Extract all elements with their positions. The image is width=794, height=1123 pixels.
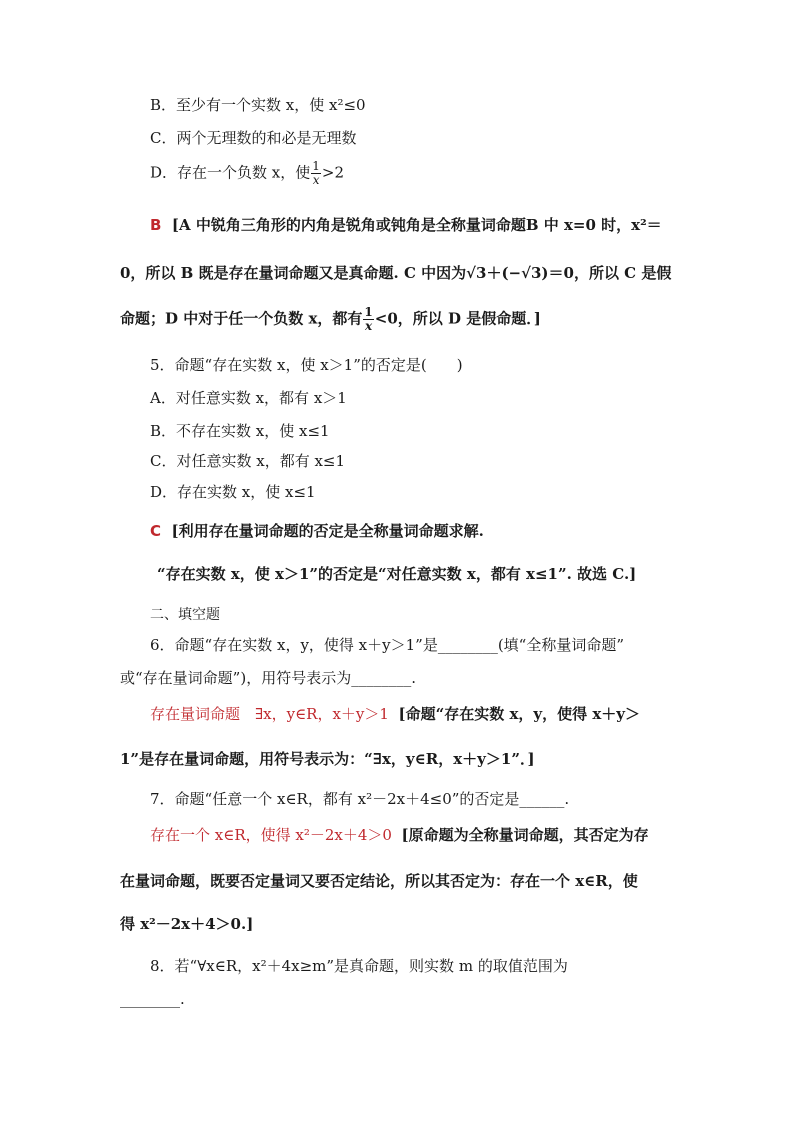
q6-explanation-line-2: 1”是存在量词命题，用符号表示为：“∃x，y∈R，x＋y＞1”．]	[120, 750, 535, 768]
q5-option-c: C．对任意实数 x，都有 x≤1	[150, 452, 346, 470]
q6-answer: 存在量词命题 ∃x，y∈R，x＋y＞1	[150, 705, 389, 723]
q4-option-b: B．至少有一个实数 x，使 x²≤0	[150, 96, 366, 114]
fraction: $\frac{1}{x}$	[364, 305, 373, 333]
q7-answer: 存在一个 x∈R，使得 x²－2x＋4＞0	[150, 826, 392, 844]
q5-option-d: D．存在实数 x，使 x≤1	[150, 483, 316, 501]
q6-stem-line-1: 6．命题“存在实数 x，y，使得 x＋y＞1”是________(填“全称量词命题”	[150, 636, 625, 654]
q5-explanation-line-2: “存在实数 x，使 x＞1”的否定是“对任意实数 x，都有 x≤1”. 故选 C.]	[157, 565, 637, 583]
q5-option-a: A．对任意实数 x，都有 x＞1	[150, 389, 347, 407]
q4-option-c: C．两个无理数的和必是无理数	[150, 129, 357, 147]
q7-explanation-line-2: 在量词命题，既要否定量词又要否定结论，所以其否定为：存在一个 x∈R，使	[120, 872, 638, 890]
q7-explanation-line-1: 存在一个 x∈R，使得 x²－2x＋4＞0 [原命题为全称量词命题，其否定为存	[150, 826, 649, 844]
q8-stem-line-2: ________.	[120, 990, 185, 1008]
fraction: $\frac{1}{x}$	[312, 159, 320, 187]
q5-option-b: B．不存在实数 x，使 x≤1	[150, 422, 330, 440]
q4-explanation-line-1: B [A 中锐角三角形的内角是锐角或钝角是全称量词命题B 中 x=0 时，x²＝	[150, 216, 662, 234]
q4-explanation-line-3: 命题；D 中对于任一个负数 x，都有 $\frac{1}{x}$ <0，所以 D 是假命题．]	[120, 305, 541, 333]
q5-stem: 5．命题“存在实数 x，使 x＞1”的否定是( )	[150, 356, 463, 374]
q4-explanation-line-2: 0，所以 B 既是存在量词命题又是真命题. C 中因为√3＋(−√3)＝0，所以 C 是假	[120, 264, 672, 282]
q7-explanation-line-3: 得 x²－2x＋4＞0.]	[120, 915, 254, 933]
q4-answer-letter: B	[150, 216, 162, 234]
q8-stem-line-1: 8．若“∀x∈R，x²＋4x≥m”是真命题，则实数 m 的取值范围为	[150, 957, 568, 975]
q6-explanation-line-1: 存在量词命题 ∃x，y∈R，x＋y＞1 [命题“存在实数 x，y，使得 x＋y＞	[150, 705, 640, 723]
section-title: 二、填空题	[150, 607, 220, 623]
q5-answer-letter: C	[150, 522, 162, 540]
q6-stem-line-2: 或“存在量词命题”)，用符号表示为________.	[120, 669, 416, 687]
q5-explanation-line-1: C [利用存在量词命题的否定是全称量词命题求解.	[150, 522, 484, 540]
q4-option-d: D．存在一个负数 x，使 $\frac{1}{x}$ >2	[150, 159, 345, 187]
q7-stem: 7．命题“任意一个 x∈R，都有 x²－2x＋4≤0”的否定是______.	[150, 790, 570, 808]
